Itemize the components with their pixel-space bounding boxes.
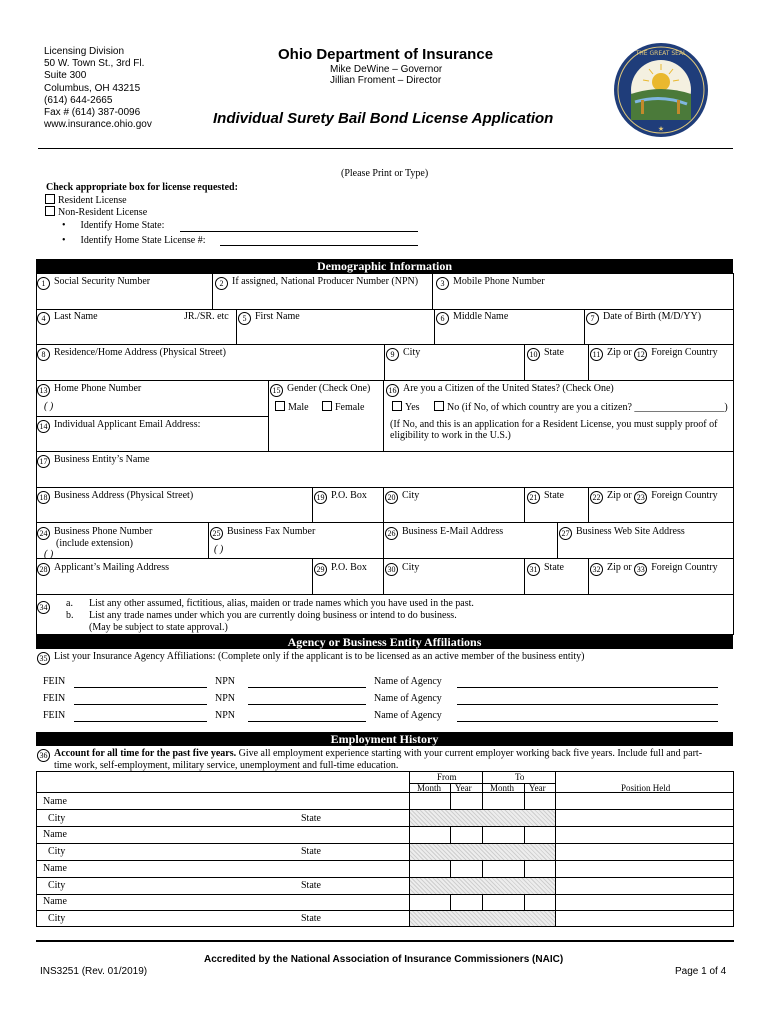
col-rule xyxy=(383,522,384,558)
form-title: Individual Surety Bail Bond License Application xyxy=(213,110,554,127)
employment-instructions: 36 Account for all time for the past five years. Give all employment experience starting with your current employer working back five years. Include full and part- xyxy=(37,748,702,762)
other-names-a-mark: a. xyxy=(66,598,73,609)
fein-input[interactable] xyxy=(74,704,207,705)
form-number: INS3251 (Rev. 01/2019) xyxy=(40,966,148,977)
npn-label: NPN xyxy=(215,693,236,704)
col-rule xyxy=(524,344,525,380)
npn-field[interactable]: 2 If assigned, National Producer Number (NPN) xyxy=(215,276,418,290)
address-line: Columbus, OH 43215 xyxy=(44,82,141,94)
col-rule xyxy=(555,771,556,927)
employer-city-field[interactable]: City xyxy=(48,880,66,891)
row-rule xyxy=(36,522,734,523)
col-rule xyxy=(588,558,589,594)
ssn-field[interactable]: 1 Social Security Number xyxy=(37,276,150,290)
npn-label: NPN xyxy=(215,676,236,687)
male-checkbox[interactable] xyxy=(275,401,285,411)
org-name: Ohio Department of Insurance xyxy=(278,46,494,63)
gender-female-option[interactable]: Female xyxy=(322,401,364,413)
col-rule xyxy=(524,558,525,594)
row-rule xyxy=(36,860,734,861)
business-po-box-field[interactable]: 19 P.O. Box xyxy=(314,490,367,504)
mobile-phone-field[interactable]: 3 Mobile Phone Number xyxy=(436,276,545,290)
first-name-field[interactable]: 5 First Name xyxy=(238,311,300,325)
from-year-header: Year xyxy=(455,783,472,793)
business-phone-ext-label: (include extension) xyxy=(56,538,133,549)
home-state-input[interactable] xyxy=(180,231,418,232)
row-rule xyxy=(36,487,734,488)
other-names-number: 34 xyxy=(37,600,54,614)
row-rule xyxy=(36,826,734,827)
fein-label: FEIN xyxy=(43,710,66,721)
address-line: 50 W. Town St., 3rd Fl. xyxy=(44,58,145,70)
row-rule xyxy=(36,894,734,895)
position-header: Position Held xyxy=(621,783,671,793)
fein-input[interactable] xyxy=(74,687,207,688)
other-names-b-mark: b. xyxy=(66,610,74,621)
business-zip-field[interactable]: 22 Zip or 23 Foreign Country xyxy=(590,490,718,504)
col-rule xyxy=(588,344,589,380)
col-rule xyxy=(383,558,384,594)
business-phone-field[interactable]: 24 Business Phone Number xyxy=(37,526,152,540)
no-checkbox[interactable] xyxy=(434,401,444,411)
nonresident-checkbox[interactable] xyxy=(45,206,55,216)
agency-name-input[interactable] xyxy=(457,721,718,722)
page-number: Page 1 of 4 xyxy=(675,966,727,977)
business-fax-paren: ( ) xyxy=(214,544,224,555)
row-rule xyxy=(36,910,734,911)
home-phone-paren: ( ) xyxy=(44,401,54,412)
agency-name-label: Name of Agency xyxy=(374,693,442,704)
col-rule xyxy=(208,522,209,558)
female-checkbox[interactable] xyxy=(322,401,332,411)
mailing-po-box-field[interactable]: 29 P.O. Box xyxy=(314,562,367,576)
agency-header: Agency or Business Entity Affiliations xyxy=(36,635,733,649)
employer-state-field[interactable]: State xyxy=(301,913,321,924)
employer-name-field[interactable]: Name xyxy=(43,896,67,907)
business-entity-name-field[interactable]: 17 Business Entity’s Name xyxy=(37,454,150,468)
last-name-field[interactable]: 4 Last Name xyxy=(37,311,98,325)
agency-instructions: 35 List your Insurance Agency Affiliations: (Complete only if the applicant is to be licensed as an active member of the business entity) xyxy=(37,651,585,665)
row-rule xyxy=(36,451,734,452)
employer-state-field[interactable]: State xyxy=(301,813,321,824)
address-line: Licensing Division xyxy=(44,46,125,57)
demographic-header: Demographic Information xyxy=(36,259,733,273)
col-rule xyxy=(268,380,269,451)
mailing-state-field[interactable]: 31 State xyxy=(527,562,564,576)
col-rule xyxy=(236,309,237,344)
business-website-field[interactable]: 27 Business Web Site Address xyxy=(559,526,685,540)
business-fax-field[interactable]: 25 Business Fax Number xyxy=(210,526,315,540)
row-rule xyxy=(36,309,734,310)
from-month-header: Month xyxy=(417,783,442,793)
shaded-cell xyxy=(410,878,555,894)
address-link[interactable]: www.insurance.ohio.gov xyxy=(44,119,152,131)
nonresident-license-option[interactable]: Non-Resident License xyxy=(45,206,147,218)
shaded-cell xyxy=(410,844,555,860)
to-header: To xyxy=(515,772,525,782)
business-city-field[interactable]: 20 City xyxy=(385,490,419,504)
citizen-field: 16 Are you a Citizen of the United States? (Check One) xyxy=(386,383,614,397)
shaded-cell xyxy=(410,810,555,826)
gender-male-option[interactable]: Male xyxy=(275,401,309,413)
col-rule xyxy=(584,309,585,344)
home-phone-field[interactable]: 13 Home Phone Number xyxy=(37,383,141,397)
business-phone-paren: ( ) xyxy=(44,549,54,560)
address-line: (614) 644-2665 xyxy=(44,94,113,106)
home-city-field[interactable]: 9 City xyxy=(386,347,420,361)
business-state-field[interactable]: 21 State xyxy=(527,490,564,504)
row-rule xyxy=(36,594,734,595)
row-rule xyxy=(36,877,734,878)
agency-name-label: Name of Agency xyxy=(374,676,442,687)
employment-header: Employment History xyxy=(36,732,733,746)
employer-name-field[interactable]: Name xyxy=(43,796,67,807)
col-rule xyxy=(383,487,384,522)
employment-table xyxy=(36,771,734,927)
col-rule xyxy=(384,344,385,380)
footer-rule xyxy=(36,940,734,942)
home-state-license-label: • Identify Home State License #: xyxy=(62,235,206,246)
resident-license-option[interactable]: Resident License xyxy=(45,194,127,206)
row-rule xyxy=(36,809,734,810)
home-state-label: • Identify Home State: xyxy=(62,220,165,231)
home-zip-field[interactable]: 11 Zip or 12 Foreign Country xyxy=(590,347,718,361)
business-address-field[interactable]: 18 Business Address (Physical Street) xyxy=(37,490,193,504)
employer-name-field[interactable]: Name xyxy=(43,829,67,840)
citizen-note: (If No, and this is an application for a Resident License, you must supply proof of eligibility to work in the U.S.) xyxy=(390,419,718,441)
naic-accreditation: Accredited by the National Association of Insurance Commissioners (NAIC) xyxy=(204,954,564,965)
fein-input[interactable] xyxy=(74,721,207,722)
other-names-b[interactable]: List any trade names under which you are currently doing business or intend to do business. xyxy=(89,610,457,621)
other-names-a[interactable]: List any other assumed, fictitious, alias, maiden or trade names which you have used in the past. xyxy=(89,598,474,609)
row-rule xyxy=(36,380,734,381)
director: Jillian Froment – Director xyxy=(330,75,442,86)
fein-label: FEIN xyxy=(43,693,66,704)
to-year-header: Year xyxy=(529,783,546,793)
suffix-label: JR./SR. etc xyxy=(184,311,229,322)
citizen-no-option[interactable]: No (if No, of which country are you a citizen? __________________) xyxy=(434,401,728,413)
header-rule xyxy=(38,148,733,149)
col-rule xyxy=(557,522,558,558)
npn-input[interactable] xyxy=(248,704,366,705)
governor: Mike DeWine – Governor xyxy=(330,64,443,75)
check-heading: Check appropriate box for license requested: xyxy=(46,182,238,193)
col-rule xyxy=(312,558,313,594)
npn-input[interactable] xyxy=(248,721,366,722)
mailing-city-field[interactable]: 30 City xyxy=(385,562,419,576)
from-header: From xyxy=(437,772,457,782)
fein-label: FEIN xyxy=(43,676,66,687)
col-rule xyxy=(524,487,525,522)
row-rule xyxy=(36,344,734,345)
employer-state-field[interactable]: State xyxy=(301,846,321,857)
yes-checkbox[interactable] xyxy=(392,401,402,411)
col-rule xyxy=(383,380,384,451)
resident-checkbox[interactable] xyxy=(45,194,55,204)
row-rule xyxy=(36,558,734,559)
npn-input[interactable] xyxy=(248,687,366,688)
ohio-seal-icon xyxy=(613,42,709,138)
address-line: Fax # (614) 387-0096 xyxy=(44,107,141,119)
state-approval-note: (May be subject to state approval.) xyxy=(89,622,228,633)
employment-instructions-2: time work, self-employment, military service, unemployment and full-time education. xyxy=(54,760,399,771)
dob-field[interactable]: 7 Date of Birth (M/D/YY) xyxy=(586,311,701,325)
home-state-field[interactable]: 10 State xyxy=(527,347,564,361)
employer-city-field[interactable]: City xyxy=(48,913,66,924)
mailing-zip-field[interactable]: 32 Zip or 33 Foreign Country xyxy=(590,562,718,576)
gender-field: 15 Gender (Check One) xyxy=(270,383,370,397)
npn-label: NPN xyxy=(215,710,236,721)
middle-name-field[interactable]: 6 Middle Name xyxy=(436,311,508,325)
agency-name-label: Name of Agency xyxy=(374,710,442,721)
col-rule xyxy=(312,487,313,522)
col-rule xyxy=(588,487,589,522)
col-rule xyxy=(212,273,213,309)
address-line: Suite 300 xyxy=(44,70,87,82)
shaded-cell xyxy=(410,911,555,926)
svg-text:THE GREAT SEAL: THE GREAT SEAL xyxy=(635,50,687,57)
col-rule xyxy=(434,309,435,344)
agency-name-input[interactable] xyxy=(457,687,718,688)
print-note: (Please Print or Type) xyxy=(341,168,429,179)
row-rule xyxy=(36,416,268,417)
agency-address xyxy=(44,46,152,131)
employer-name-field[interactable]: Name xyxy=(43,863,67,874)
email-field[interactable]: 14 Individual Applicant Email Address: xyxy=(37,419,200,433)
col-rule xyxy=(432,273,433,309)
business-email-field[interactable]: 26 Business E-Mail Address xyxy=(385,526,503,540)
to-month-header: Month xyxy=(490,783,515,793)
agency-name-input[interactable] xyxy=(457,704,718,705)
row-rule xyxy=(36,843,734,844)
employer-city-field[interactable]: City xyxy=(48,813,66,824)
home-state-license-input[interactable] xyxy=(220,245,418,246)
mailing-address-field[interactable]: 28 Applicant’s Mailing Address xyxy=(37,562,169,576)
citizen-yes-option[interactable]: Yes xyxy=(392,401,420,413)
svg-text:★: ★ xyxy=(657,125,665,133)
home-address-field[interactable]: 8 Residence/Home Address (Physical Street) xyxy=(37,347,226,361)
employer-state-field[interactable]: State xyxy=(301,880,321,891)
employer-city-field[interactable]: City xyxy=(48,846,66,857)
